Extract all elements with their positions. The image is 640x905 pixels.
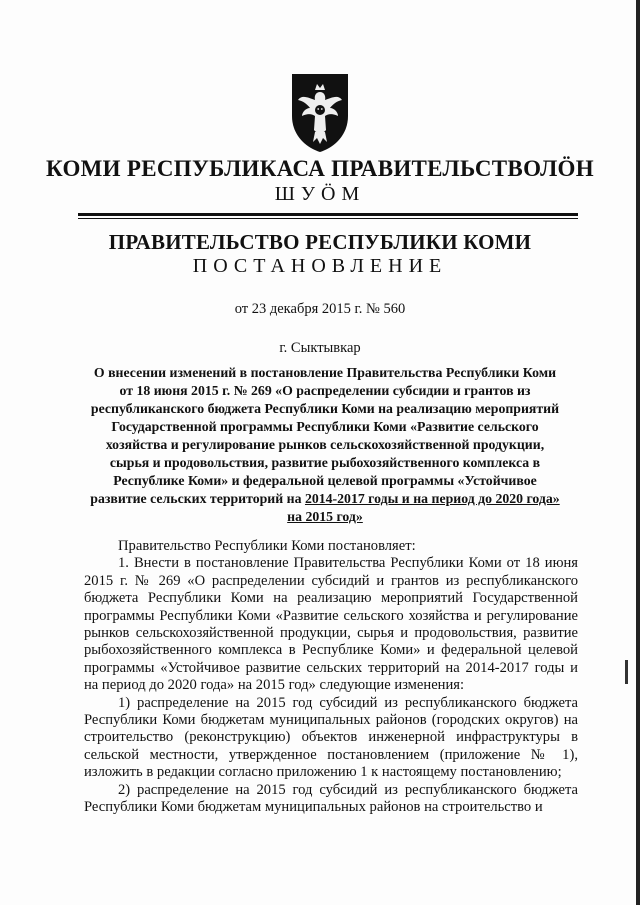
komi-government-title: КОМИ РЕСПУБЛИКАСА ПРАВИТЕЛЬСТВОЛӦН bbox=[46, 156, 594, 181]
russian-government-title: ПРАВИТЕЛЬСТВО РЕСПУБЛИКИ КОМИ bbox=[108, 230, 532, 254]
document-title bbox=[90, 364, 560, 526]
document-body bbox=[84, 538, 578, 817]
russian-document-type: ПОСТАНОВЛЕНИЕ bbox=[192, 255, 448, 277]
komi-coat-of-arms-icon bbox=[289, 70, 351, 154]
document-title-main: О внесении изменений в постановление Правительства Республики Коми от 18 июня 2015 г. № 269 «О распределении субсидии и грантов из республиканского бюджета Республики Коми на реализацию мероприятий Государственной программы Республики Коми «Развитие сельского хозяйства и регулирование рынков сельскохозяйственной продукции, сырья и продовольствия, развитие рыбохозяйственного комплекса в Республике Коми» и федеральной целевой программы «Устойчивое развитие сельских территорий на bbox=[90, 365, 560, 506]
header-divider-thick bbox=[78, 213, 578, 216]
scan-edge-shadow bbox=[636, 0, 640, 905]
paragraph-1-item-1: 1) распределение на 2015 год субсидий из республиканского бюджета Республики Коми бюджетам муниципальных районов (городских округов) на строительство (реконструкцию) объектов инженерной инфраструктуры в сельской местности, утвержденное постановлением (приложение № 1), изложить в редакции согласно приложению 1 к настоящему постановлению; bbox=[84, 694, 578, 781]
document-date-number: от 23 декабря 2015 г. № 560 bbox=[234, 301, 406, 317]
document-city: г. Сыктывкар bbox=[279, 340, 361, 356]
paragraph-1: 1. Внести в постановление Правительства Республики Коми от 18 июня 2015 г. № 269 «О распределении субсидий и грантов из республиканского бюджета Республики Коми на реализацию мероприятий Государственной программы Республики Коми «Развитие сельского хозяйства и регулирование рынков сельскохозяйственной продукции, сырья и продовольствия, развитие рыбохозяйственного комплекса в Республике Коми» и федеральной целевой программы «Устойчивое развитие сельских территорий на 2014-2017 годы и на период до 2020 года» на 2015 год» следующие изменения: bbox=[84, 555, 578, 694]
header-divider-thin bbox=[78, 218, 578, 219]
scan-edge-mark bbox=[625, 660, 628, 684]
komi-document-type: ШУӦМ bbox=[274, 183, 366, 205]
paragraph-1-item-2: 2) распределение на 2015 год субсидий из республиканского бюджета Республики Коми бюджетам муниципальных районов на строительство и bbox=[84, 781, 578, 816]
document-title-underlined: 2014-2017 годы и на период до 2020 года» на 2015 год» bbox=[287, 491, 560, 524]
intro-paragraph: Правительство Республики Коми постановляет: bbox=[118, 538, 416, 554]
